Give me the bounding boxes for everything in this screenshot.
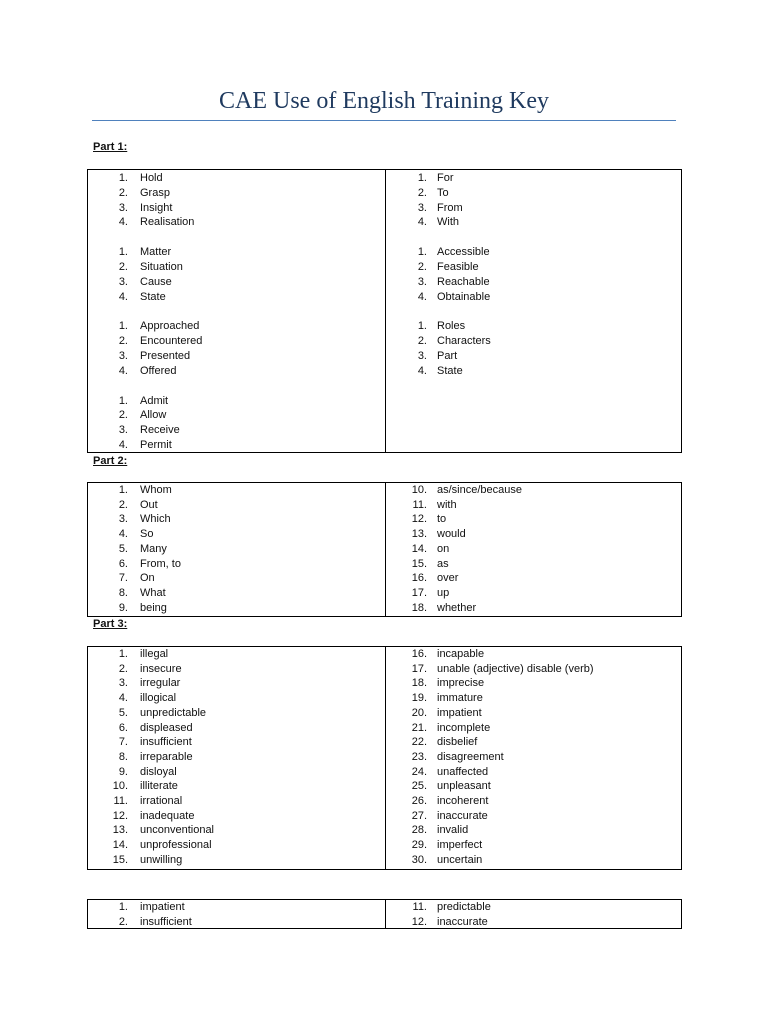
item-answer: Realisation xyxy=(140,216,195,229)
item-number: 21. xyxy=(411,721,427,734)
item-number: 3. xyxy=(118,424,128,437)
item-number: 24. xyxy=(411,765,427,778)
item-answer: disbelief xyxy=(437,736,478,749)
item-number: 4. xyxy=(118,364,128,377)
part2-left-column xyxy=(88,483,386,616)
part3-right-column xyxy=(385,647,681,869)
item-answer: disloyal xyxy=(140,765,177,778)
part1-right-column xyxy=(385,170,681,452)
item-number: 1. xyxy=(118,648,128,660)
item-answer: incoherent xyxy=(437,795,489,807)
item-answer: as xyxy=(437,557,449,570)
item-number: 5. xyxy=(118,542,128,555)
item-number: 2. xyxy=(118,186,128,199)
item-answer: to xyxy=(437,513,447,526)
item-number: 3. xyxy=(118,677,128,690)
item-number: 9. xyxy=(118,601,128,614)
item-answer: Presented xyxy=(140,350,191,362)
item-answer: uncertain xyxy=(437,853,483,866)
item-number: 3. xyxy=(118,201,128,214)
item-number: 1. xyxy=(118,320,128,333)
item-number: 27. xyxy=(411,809,427,822)
item-answer: impatient xyxy=(140,901,185,913)
item-number: 4. xyxy=(417,216,427,229)
item-number: 14. xyxy=(112,839,128,852)
item-number: 1. xyxy=(118,394,128,407)
item-number: 1. xyxy=(417,320,427,333)
item-answer: inadequate xyxy=(140,809,195,822)
item-answer: Encountered xyxy=(140,335,203,348)
item-number: 3. xyxy=(118,513,128,526)
item-answer: State xyxy=(437,364,463,377)
item-number: 4. xyxy=(417,290,427,303)
part3-left-column xyxy=(88,647,386,869)
item-answer: incapable xyxy=(437,648,485,660)
item-answer: Part xyxy=(437,350,458,362)
item-answer: inaccurate xyxy=(437,809,488,822)
item-number: 16. xyxy=(411,648,427,660)
item-number: 4. xyxy=(118,692,128,705)
item-number: 3. xyxy=(118,350,128,362)
item-answer: From xyxy=(437,201,463,214)
item-number: 12. xyxy=(112,809,128,822)
item-answer: Characters xyxy=(437,335,491,348)
item-answer: up xyxy=(437,586,450,599)
item-number: 13. xyxy=(112,824,128,837)
item-number: 15. xyxy=(411,557,427,570)
item-answer: insecure xyxy=(140,662,182,675)
item-answer: Grasp xyxy=(140,186,170,199)
item-answer: Insight xyxy=(140,201,173,214)
item-answer: So xyxy=(140,528,154,541)
item-answer: Receive xyxy=(140,424,180,437)
item-answer: immature xyxy=(437,692,483,705)
item-number: 20. xyxy=(411,706,427,719)
item-answer: illiterate xyxy=(140,780,178,793)
item-number: 1. xyxy=(417,172,427,184)
item-answer: Obtainable xyxy=(437,290,491,303)
item-answer: predictable xyxy=(437,901,491,913)
item-answer: Many xyxy=(140,542,167,555)
item-number: 2. xyxy=(417,335,427,348)
item-answer: From, to xyxy=(140,557,181,570)
item-number: 3. xyxy=(417,275,427,288)
item-number: 2. xyxy=(118,498,128,511)
item-number: 3. xyxy=(118,275,128,288)
item-answer: Permit xyxy=(140,439,172,451)
item-number: 16. xyxy=(411,572,427,585)
item-answer: unpleasant xyxy=(437,780,491,793)
item-number: 12. xyxy=(411,513,427,526)
item-number: 2. xyxy=(118,915,128,928)
item-answer: over xyxy=(437,572,459,585)
item-number: 29. xyxy=(411,839,427,852)
item-number: 7. xyxy=(118,736,128,749)
part2-right-column xyxy=(385,483,681,616)
item-answer: invalid xyxy=(437,824,469,837)
item-number: 4. xyxy=(118,216,128,229)
item-answer: For xyxy=(437,172,454,184)
item-answer: irreparable xyxy=(140,750,193,763)
title-divider xyxy=(92,120,676,121)
item-number: 2. xyxy=(417,186,427,199)
item-number: 10. xyxy=(411,484,427,496)
item-answer: unprofessional xyxy=(140,839,212,852)
item-answer: Situation xyxy=(140,261,183,273)
item-answer: Accessible xyxy=(437,246,490,259)
item-answer: irregular xyxy=(140,677,181,690)
item-answer: On xyxy=(140,572,155,585)
item-number: 5. xyxy=(118,706,128,719)
item-answer: Feasible xyxy=(437,261,479,273)
item-answer: Reachable xyxy=(437,275,490,288)
item-number: 22. xyxy=(411,736,427,749)
item-answer: unpredictable xyxy=(140,706,207,719)
item-answer: insufficient xyxy=(140,736,192,749)
item-number: 4. xyxy=(417,364,427,377)
item-answer: State xyxy=(140,290,166,303)
item-answer: unable (adjective) disable (verb) xyxy=(437,662,594,675)
item-answer: Which xyxy=(140,513,171,526)
item-number: 10. xyxy=(112,780,128,793)
item-answer: With xyxy=(437,216,459,229)
part2-table xyxy=(87,482,682,617)
item-number: 18. xyxy=(411,601,427,614)
item-answer: Offered xyxy=(140,364,177,377)
item-answer: being xyxy=(140,601,167,614)
item-number: 6. xyxy=(118,721,128,734)
item-number: 1. xyxy=(417,246,427,259)
item-number: 15. xyxy=(112,853,128,866)
item-number: 1. xyxy=(118,901,128,913)
item-number: 2. xyxy=(118,662,128,675)
item-number: 3. xyxy=(417,201,427,214)
item-number: 2. xyxy=(118,261,128,273)
part2-label: Part 2: xyxy=(93,455,128,467)
item-number: 14. xyxy=(411,542,427,555)
item-answer: would xyxy=(437,528,466,541)
item-answer: unconventional xyxy=(140,824,215,837)
part1-label: Part 1: xyxy=(93,141,128,153)
item-answer: impatient xyxy=(437,706,482,719)
part4-right-column xyxy=(385,900,681,928)
item-number: 19. xyxy=(411,692,427,705)
item-number: 28. xyxy=(411,824,427,837)
item-number: 8. xyxy=(118,750,128,763)
item-answer: imperfect xyxy=(437,839,483,852)
item-number: 8. xyxy=(118,586,128,599)
item-answer: imprecise xyxy=(437,677,485,690)
item-number: 7. xyxy=(118,572,128,585)
item-number: 3. xyxy=(417,350,427,362)
item-number: 17. xyxy=(411,586,427,599)
part3-label: Part 3: xyxy=(93,618,128,630)
part1-left-column xyxy=(88,170,386,452)
item-number: 2. xyxy=(118,409,128,422)
item-answer: Cause xyxy=(140,275,172,288)
item-answer: Out xyxy=(140,498,158,511)
item-number: 18. xyxy=(411,677,427,690)
item-answer: Whom xyxy=(140,484,172,496)
item-number: 9. xyxy=(118,765,128,778)
item-answer: To xyxy=(437,186,449,199)
item-answer: as/since/because xyxy=(437,484,522,496)
item-number: 4. xyxy=(118,528,128,541)
item-answer: Matter xyxy=(140,246,172,259)
item-answer: inaccurate xyxy=(437,915,488,928)
item-number: 11. xyxy=(412,901,427,913)
item-answer: illegal xyxy=(140,648,169,660)
item-number: 2. xyxy=(118,335,128,348)
item-number: 12. xyxy=(411,915,427,928)
item-answer: irrational xyxy=(140,795,183,807)
part4-table xyxy=(87,899,682,929)
part1-table xyxy=(87,169,682,453)
item-number: 2. xyxy=(417,261,427,273)
item-number: 4. xyxy=(118,439,128,451)
item-answer: incomplete xyxy=(437,721,491,734)
item-answer: Roles xyxy=(437,320,466,333)
item-answer: on xyxy=(437,542,450,555)
item-answer: unaffected xyxy=(437,765,489,778)
part4-left-column xyxy=(88,900,386,928)
item-number: 30. xyxy=(411,853,427,866)
item-answer: Approached xyxy=(140,320,200,333)
item-number: 23. xyxy=(411,750,427,763)
item-number: 1. xyxy=(118,172,128,184)
item-answer: Hold xyxy=(140,172,163,184)
item-answer: insufficient xyxy=(140,915,192,928)
item-number: 26. xyxy=(411,795,427,807)
item-number: 13. xyxy=(411,528,427,541)
item-answer: unwilling xyxy=(140,853,183,866)
item-number: 17. xyxy=(411,662,427,675)
item-answer: Admit xyxy=(140,394,169,407)
page-title: CAE Use of English Training Key xyxy=(219,88,549,114)
item-number: 1. xyxy=(118,484,128,496)
item-answer: disagreement xyxy=(437,750,504,763)
item-number: 11. xyxy=(412,498,427,511)
item-number: 25. xyxy=(411,780,427,793)
item-number: 11. xyxy=(113,795,128,807)
item-answer: Allow xyxy=(140,409,167,422)
item-answer: whether xyxy=(437,601,477,614)
item-answer: illogical xyxy=(140,692,177,705)
item-number: 1. xyxy=(118,246,128,259)
part3-table xyxy=(87,646,682,870)
item-answer: with xyxy=(437,498,457,511)
item-answer: What xyxy=(140,586,166,599)
item-number: 4. xyxy=(118,290,128,303)
item-number: 6. xyxy=(118,557,128,570)
item-answer: displeased xyxy=(140,721,193,734)
